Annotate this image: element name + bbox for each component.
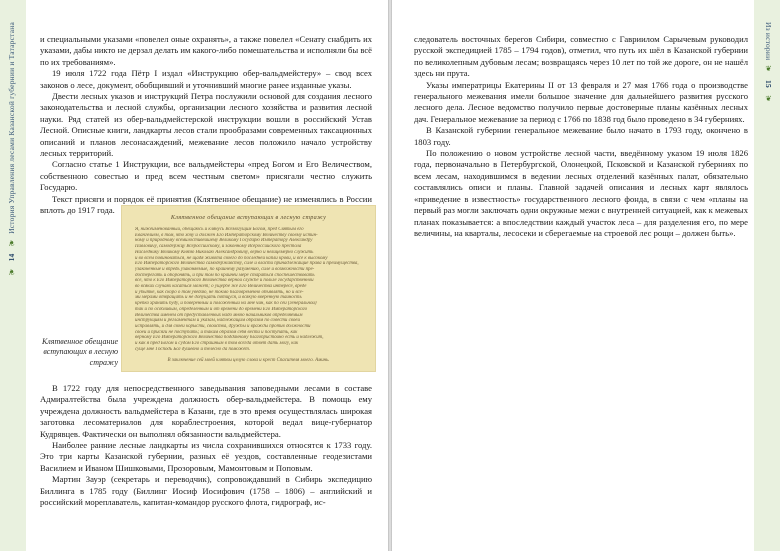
document-line: своей и присяги не поступать; и таким образом себя вести и поступать, как bbox=[135, 329, 298, 335]
paragraph: 19 июля 1722 года Пётр I издал «Инструкцию обер-вальдмейстеру» – свод всех законов о лесе, документ, обобщивший и уточнивший многие ранее изданные указы. bbox=[40, 68, 372, 90]
right-running-header bbox=[764, 22, 773, 105]
document-title: Клятвенное обещание вступающих в лесную стражу bbox=[170, 214, 327, 221]
document-line: суще мне Господь Бог душевно и телесно да поможет. bbox=[135, 346, 251, 352]
left-runner-title: История Управления лесами Казанской губернии и Татарстана bbox=[7, 22, 16, 234]
document-line: во всяких случаях касаться может; о ущербе же Его Величества интересе, вреде bbox=[135, 284, 307, 290]
document-line: ми мерами отвращать и не допущать потщуся, и всякую вверенную тайность bbox=[135, 295, 302, 301]
document-line: инструкциям и регламентам и указам, надлежащим образом по совести своей bbox=[135, 318, 300, 324]
paragraph: Двести лесных указов и инструкций Петра послужили основой для создания лесного законодательства и лесной службы, организации лесного хозяйства и развития лесной науки. Ряд статей из обер-вальдмейстерской инструкции вошли в российский Устав Лесной. Описные книги, ландкарты лесов стали прообразами современных таксационных описаний и планов лесонасаждений, межевание лесов положило начало устройству лесных территорий. bbox=[40, 91, 372, 159]
document-line: узаконенные и впредь узаконяемые, по крайнему разумению, силе и возможности пре- bbox=[135, 266, 315, 272]
image-caption: Клятвенное обещание вступающих в лесную стражу bbox=[41, 337, 118, 367]
document-line: всё, что к Его Императорского Величества верной службе и пользе государственной bbox=[135, 278, 314, 284]
right-page-number: 15 bbox=[764, 79, 773, 88]
left-top-text bbox=[40, 34, 372, 217]
document-line: Величества именем от предуставленных надо мною начальников определяемым bbox=[135, 312, 303, 318]
ornament-icon: ❦ bbox=[7, 267, 16, 277]
document-line: так и по особливым, определённым и от времени до времени Его Императорского bbox=[135, 306, 308, 312]
paragraph: Наиболее ранние лесные ландкарты из числа сохранившихся относятся к 1733 году. Это три карты Казанской губернии, разных её уездов, составленные геодезистами Василием и Иваном Шишковыми, Прозоровым, Мамонтовым и Поповым. bbox=[40, 440, 372, 473]
paragraph: Указы императрицы Екатерины II от 13 февраля и 27 мая 1766 года о производстве генерального межевания имели большое значение для дальнейшего развития русского лесного дела. Лесное ведомство получило первые достоверные планы казённых лесных дач. Генеральное межевание за период с 1766 по 1838 год было проведено в 34 губерниях. bbox=[414, 79, 748, 124]
ornament-icon: ❦ bbox=[764, 64, 773, 74]
ornament-icon: ❦ bbox=[7, 237, 16, 248]
paragraph: Согласно статье 1 Инструкции, все вальдмейстеры «пред Богом и Его Величеством, собственною совестью и пред всем честным светом» присягали честно служить Государю. bbox=[40, 159, 372, 193]
right-body-text bbox=[414, 34, 748, 239]
document-line: достерегать и оборонять, и при том по крайней мере стараться споспешествовать bbox=[135, 272, 315, 278]
paragraph: По положению о новом устройстве лесной части, введённому указом 19 июля 1826 года, первоначально в Петербургской, Олонецкой, Псковской и Казанской губерниях по всем лесам, находившимся в ведении лесных отделений казённых палат, обязательно составлялись описи и планы. Главной задачей описания и лесных карт являлось «приведение в известность» государственного лесного фонда, в связи с чем «планы на первый раз могли заключать одни окружные межи с внутренней ситуацией, как к межевых планах показывается: а впоследствии каждый участок леса – для разделения его, по мере величины, на кварталы, лесосеки и сберегаемые на строевой лес рощи – должен быть». bbox=[414, 148, 748, 238]
paragraph: В Казанской губернии генеральное межевание было начато в 1793 году, окончено в 1803 году. bbox=[414, 125, 748, 147]
document-line: Павловичу, самодержцу Всероссийскому, и законному Всероссийского престола bbox=[135, 244, 302, 250]
paragraph: и специальными указами «повелел оные охранять», а также повелел «Сенату снабдить их указами, дабы никто не дерзал делать им какого-либо помешательства и исполняли бы всё по их требованиям». bbox=[40, 34, 372, 67]
left-page bbox=[0, 0, 388, 551]
document-signature-line: В заключение сей моей клятвы целую слова и крест Спасителя моего. Аминь. bbox=[167, 358, 330, 363]
right-page bbox=[392, 0, 780, 551]
left-page-number: 14 bbox=[7, 253, 16, 262]
document-line: и во всём повиноваться, не щадя живота своего до последней капли крови, и все к высокому bbox=[135, 255, 328, 261]
document-line: и как я пред Богом и судом Его страшным в том всегда ответ дать могу, как bbox=[135, 341, 299, 347]
document-line: ному и природному всемилостивейшему Великому Государю Императору Александру bbox=[135, 238, 313, 244]
left-running-header bbox=[7, 22, 16, 278]
oath-document-image bbox=[121, 205, 376, 372]
paragraph: Мартин Зауэр (секретарь и переводчик), сопровождавший в Сибирь экспедицию Биллинга в 1785 году (Биллинг Иосиф Иосифович (1758 – 1806) – английский и российский мореплаватель, капитан-командор русского флота, гидрограф, ис- bbox=[40, 474, 372, 508]
paragraph: В 1722 году для непосредственного заведывания заповедными лесами в составе Адмиралтейства была учреждена должность обер-вальдмейстера. В помощь ему учреждена должность вальдмейстера в Казани, где в это время осуществлялась широкая заготовка лесоматериалов для кораблестроения, которой ведал вице-губернатор Кудрявцев. Фактически он выполнял обязанности вальдмейстера. bbox=[40, 383, 372, 439]
document-line: верному Его Императорского Величества подданному благопристойно есть и надлежит, bbox=[135, 335, 324, 341]
paragraph: Текст присяги и порядок её принятия (Клятвенное обещание) не изменялись в России вплоть до 1917 года. bbox=[40, 193, 372, 216]
document-line: Наследнику Великому Князю Николаю Александровичу, верно и нелицемерно служить bbox=[135, 249, 314, 255]
document-line: и убытке, как скоро о том уведаю, не токмо благовременно объявлять, но и все- bbox=[135, 289, 304, 295]
paragraph: следователь восточных берегов Сибири, совместно с Гавриилом Сарычевым руководил русской экспедицией 1785 – 1794 годов), отметил, что путь их шёл в Казанской губернии по великолепным дубовым лесам; возвращаясь через 10 лет по той же дороге, он не нашёл здесь ни прута. bbox=[414, 34, 748, 79]
left-bottom-text bbox=[40, 383, 372, 508]
document-line: крепко хранить буду, и поверенный и положенный на мне чин, как по сей (генеральной) bbox=[135, 301, 317, 307]
document-line: Я, нижеименованный, обещаюсь и клянусь Всемогущим Богом, пред Святым его bbox=[135, 227, 304, 232]
document-line: Евангелием, в том, что хочу и должен Его Императорскому Величеству своему истин- bbox=[135, 232, 318, 238]
right-runner-title: Из истории bbox=[764, 22, 773, 61]
document-line: Его Императорского Величества самодержавству, силе и власти принадлежащие права и преимущества, bbox=[135, 261, 359, 267]
document-body bbox=[135, 227, 362, 352]
document-line: исправлять, и для своей корысти, свойства, дружбы и вражды против должности bbox=[135, 323, 311, 329]
ornament-icon: ❦ bbox=[764, 93, 773, 103]
